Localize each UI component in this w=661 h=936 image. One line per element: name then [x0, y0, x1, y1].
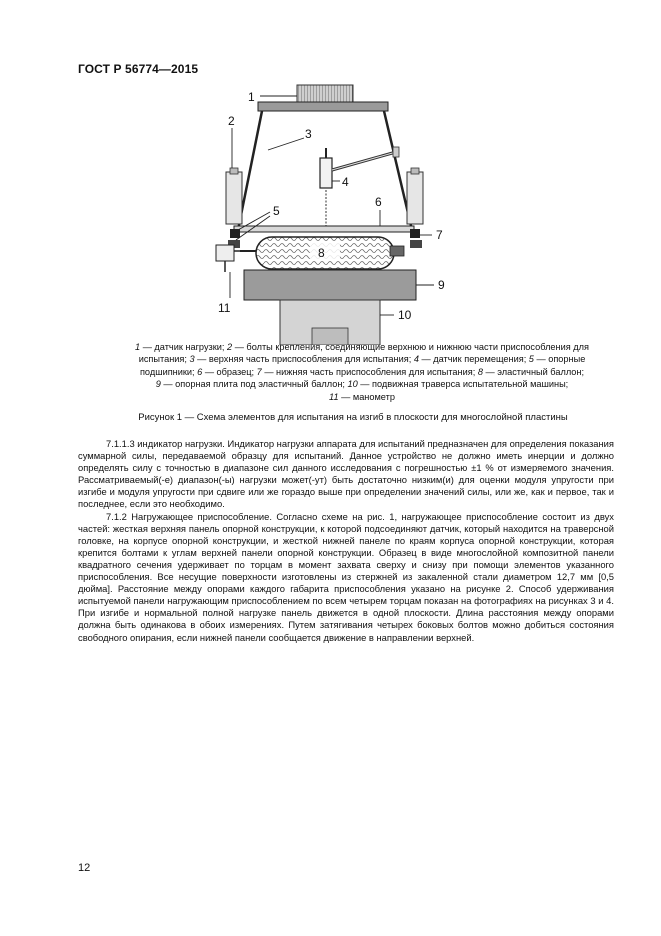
manometer: [216, 245, 234, 261]
document-header: ГОСТ Р 56774—2015: [78, 62, 199, 76]
callout-11: 11: [218, 301, 231, 315]
legend-line: 9 — опорная плита под эластичный баллон; 10 — подвижная траверса испытательной машины;: [155, 379, 569, 390]
test-fixture-diagram: [160, 80, 500, 345]
load-sensor: [297, 85, 353, 102]
page-number: 12: [78, 862, 91, 874]
callout-2: 2: [228, 114, 235, 128]
displacement-sensor: [320, 158, 332, 188]
right-bolt-block: [407, 172, 423, 224]
callout-9: 9: [438, 278, 445, 292]
figure-legend: [112, 341, 612, 403]
paragraph: 7.1.1.3 индикатор нагрузки. Индикатор нагрузки аппарата для испытаний предназначен для определения показания суммарной силы, передаваемой образцу для испытаний. Данное устройство не должно иметь инерции и должно определять силу с точностью в диапазоне сил данного исследования с погрешностью ±1 % от измеряемого значения. Рассматриваемый(-е) диапазон(-ы) нагрузки может(-ут) быть достаточно низким(и) для оценки модуля упругости при изгибе и модуля упругости при сдвиге или же гораздо выше при определении значений силы, или же, как и первое, так и последнее, если это необходимо.: [78, 438, 614, 510]
support-plate: [244, 270, 416, 300]
body-text: [78, 438, 614, 644]
legend-line: 1 — датчик нагрузки; 2 — болты крепления, соединяющие верхнюю и нижнюю части приспособления для: [135, 342, 589, 352]
paragraph: 7.1.2 Нагружающее приспособление. Согласно схеме на рис. 1, нагружающее приспособление состоит из двух частей: жесткая верхняя панель опорной конструкции, к которой подсоединяют датчик, который находится на траверсной головке, на корпусе опорной конструкции, и жесткой нижней панеле по краям корпуса опорной конструкции, которая крепится болтами к углам верхней панели опорной конструкции. Образец в виде многослойной композитной панели квадратного сечения удерживает по торцам в момент захвата сверху и снизу при помощи элементов указанного приспособления. Все несущие поверхности изготовлены из стержней из закаленной стали диаметром 12,7 мм [0,5 дюйма]. Расстояние между опорами каждого габарита приспособления указано на рисунке 2. Способ удерживания испытуемой панели нагружающим приспособлением по всем четырем торцам показан на фотографиях на рисунках 3 и 4. При изгибе и нормальной полной нагрузке панель движется в одной плоскости. Длина расстояния между опорами должна быть одинакова в обоих измерениях. Путем затягивания четырех боковых болтов можно добиться состояния свободного опирания, если нижней панели сообщается движение в направлении верхней.: [78, 510, 614, 643]
specimen: [234, 226, 414, 232]
left-bolt-block: [226, 172, 242, 224]
callout-6: 6: [375, 195, 382, 209]
callout-10: 10: [398, 308, 412, 322]
legend-line: подшипники; 6 — образец; 7 — нижняя часть приспособления для испытания; 8 — эластичный баллон;: [139, 366, 585, 377]
callout-8: 8: [318, 246, 325, 260]
callout-3: 3: [305, 127, 312, 141]
callout-7: 7: [436, 228, 443, 242]
callout-5: 5: [273, 204, 280, 218]
top-plate: [258, 102, 388, 111]
legend-line: испытания; 3 — верхняя часть приспособления для испытания; 4 — датчик перемещения; 5 — опорные: [138, 354, 586, 365]
callout-4: 4: [342, 175, 349, 189]
figure-title: Рисунок 1 — Схема элементов для испытания на изгиб в плоскости для многослойной пластины: [138, 412, 568, 423]
callout-1: 1: [248, 90, 255, 104]
legend-line: 11 — манометр: [329, 391, 395, 402]
